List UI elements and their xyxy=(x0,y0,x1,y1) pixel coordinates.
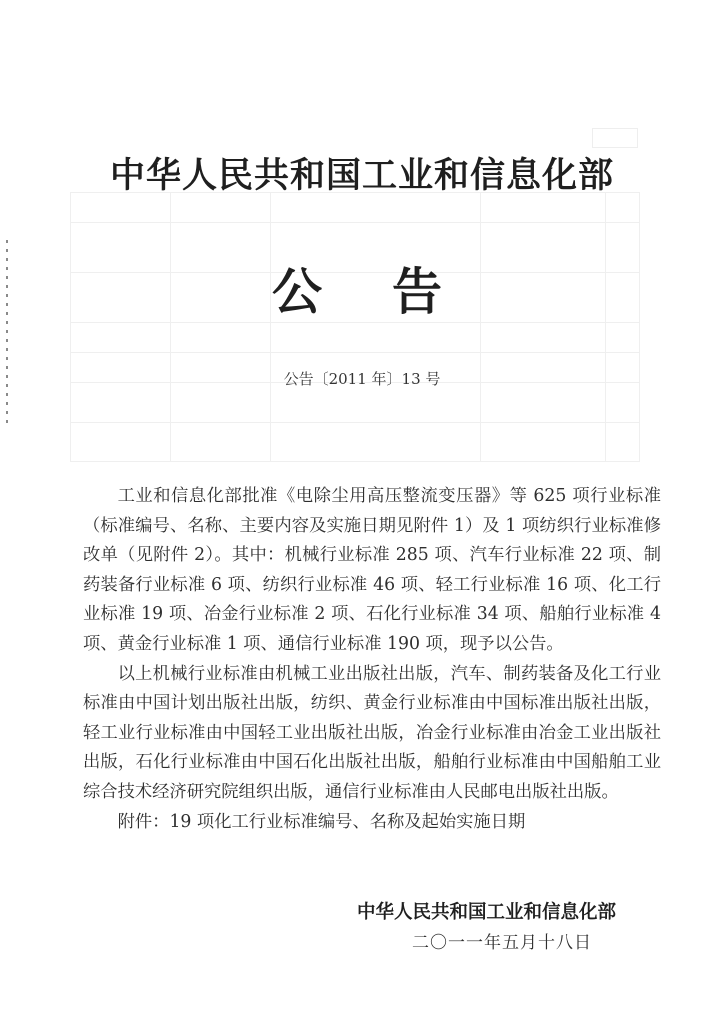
bleed-through-table xyxy=(70,192,640,462)
bleed-through-mark xyxy=(592,128,638,148)
notice-title: 公告 xyxy=(272,263,512,321)
notice-number: 公告〔2011 年〕13 号 xyxy=(283,370,441,388)
attachment-note: 附件：19 项化工行业标准编号、名称及起始实施日期 xyxy=(117,811,526,832)
signature-issuer: 中华人民共和国工业和信息化部 xyxy=(356,902,616,923)
issuer-title: 中华人民共和国工业和信息化部 xyxy=(109,156,614,196)
paragraph-publishers: 以上机械行业标准由机械工业出版社出版，汽车、制药装备及化工行业标准由中国计划出版社出版，纺织、黄金行业标准由中国标准出版社出版，轻工业行业标准由中国轻工业出版社出版，冶金行业标准由冶金工业出版社出版，石化行业标准由中国石化出版社出版，船舶行业标准由中国船舶工业综合技术经济研究院组织出版，通信行业标准由人民邮电出版社出版。 xyxy=(83,663,661,802)
signature-date: 二〇一一年五月十八日 xyxy=(412,933,592,953)
paragraph-approval: 工业和信息化部批准《电除尘用高压整流变压器》等 625 项行业标准（标准编号、名称、主要内容及实施日期见附件 1）及 1 项纺织行业标准修改单（见附件 2）。其中：机械行业标准 285 项、汽车行业标准 22 项、制药装备行业标准 6 项、纺织行业标准 46 项、轻工行业标准 16 项、化工行业标准 19 项、冶金行业标准 2 项、石化行业标准 34 项、船舶行业标准 4 项、黄金行业标准 1 项、通信行业标准 190 项，现予以公告。 xyxy=(83,486,661,654)
notice-body xyxy=(83,482,661,837)
